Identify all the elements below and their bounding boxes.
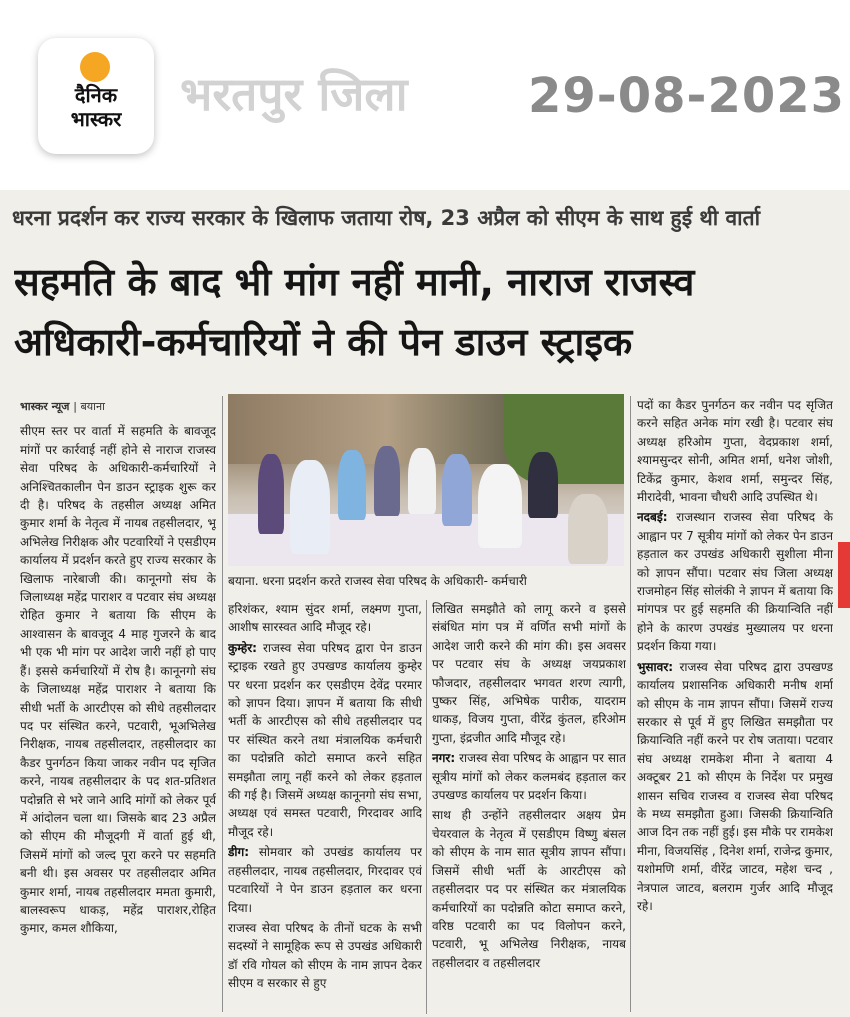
photo-person xyxy=(568,494,608,564)
article-kicker: धरना प्रदर्शन कर राज्य सरकार के खिलाफ जताया रोष, 23 अप्रैल को सीएम के साथ हुई थी वार्ता xyxy=(12,206,761,230)
byline-source: भास्कर न्यूज xyxy=(20,400,70,413)
article-column-2 xyxy=(228,600,422,1014)
article-column-3 xyxy=(432,600,626,1014)
photo-tree xyxy=(504,394,624,484)
paragraph xyxy=(228,600,422,637)
photo-person xyxy=(338,450,366,520)
photo-person xyxy=(442,454,472,526)
article-column-1 xyxy=(20,398,216,1014)
headline-line-1: सहमति के बाद भी मांग नहीं मानी, नाराज राजस्व xyxy=(14,260,695,304)
paragraph xyxy=(228,639,422,841)
paragraph-text: राजस्थान राजस्व सेवा परिषद के आह्वान पर 7 सूत्रीय मांगों को लेकर पेन डाउन हड़ताल कर उपखंड अधिकारी सुशीला मीना को ज्ञापन सौंपा। पटवार संघ जिला अध्यक्ष राजमोहन सिंह सोलंकी ने ज्ञापन में बताया कि मांगपत्र पर हुई सहमति की क्रियान्विति नहीं होने के कारण उपखंड मुख्यालय पर धरना प्रदर्शन किया गया। xyxy=(637,510,833,654)
paragraph xyxy=(637,396,833,506)
photo-person xyxy=(258,454,284,534)
dainik-bhaskar-logo xyxy=(38,38,154,154)
logo-text-line2: भास्कर xyxy=(70,107,122,131)
paragraph xyxy=(637,508,833,655)
paragraph xyxy=(432,749,626,804)
paragraph-text: राजस्व सेवा परिषद द्वारा पेन डाउन स्ट्राइक रखते हुए उपखण्ड कार्यालय कुम्हेर पर धरना प्रदर्शन कर एसडीएम देवेंद्र परमार को ज्ञापन दिया। ज्ञापन में बताया कि सीधी भर्ती के आरटीएस को सीधे तहसीलदार पद पर संस्थित करने तथा मंत्रालयिक कर्मचारी का पदोन्नति कोटो समाप्त करने सहित समझौता लागू नहीं करने को लेकर हड़ताल की गई है। जिसमें अध्यक्ष कानूनगो संघ सभा, अध्यक्ष एवं समस्त पटवारी, गिरदावर आदि मौजूद रहे। xyxy=(228,640,422,839)
paragraph-lead: भुसावर: xyxy=(637,659,674,674)
paragraph-text: साथ ही उन्होंने तहसीलदार अक्षय प्रेम चेयरवाल के नेतृत्व में एसडीएम विष्णु बंसल को सीएम के नाम सात सूत्रीय ज्ञापन सौंपा। जिसमें सीधी भर्ती के आरटीएस को तहसीलदार पद पर संस्थित कर मंत्रालयिक कर्मचारियों का पदोन्नति कोटा समाप्त करने, वरिष्ठ पटवारी का पद विलोपन करने, पटवारी, भू अभिलेख निरीक्षक, नायब तहसीलदार व तहसीलदार xyxy=(432,808,626,970)
paragraph-text: पदों का कैडर पुनर्गठन कर नवीन पद सृजित करने सहित अनेक मांग रखी है। पटवार संघ अध्यक्ष हरिओम गुप्ता, वेदप्रकाश शर्मा, श्यामसुन्दर सोनी, अमित शर्मा, धनेश जोशी, टिकेंद्र कुमार, केशव शर्मा, समुन्दर सिंह, मीरादेवी, भावना चौधरी आदि उपस्थित थे। xyxy=(637,398,833,505)
district-title: भरतपुर जिला xyxy=(180,67,408,121)
sun-icon xyxy=(80,52,110,82)
byline xyxy=(20,398,216,416)
paragraph-text: राजस्व सेवा परिषद के तीनों घटक के सभी सदस्यों ने सामूहिक रूप से उपखंड अधिकारी डॉ रवि गोयल को सीएम के नाम ज्ञापन देकर सीएम व सरकार से हुए xyxy=(228,920,422,991)
column-divider xyxy=(630,396,631,1012)
paragraph-text: राजस्व सेवा परिषद द्वारा उपखण्ड कार्यालय प्रशासनिक अधिकारी मनीष शर्मा को सीएम के नाम ज्ञापन सौंपा। जिसमें राज्य सरकार से पूर्व में हुए लिखित समझौता पर क्रियान्विति नहीं करने पर रोष जताया। पटवार संघ अध्यक्ष रामकेश मीना ने बताया 4 अक्टूबर 21 को सीएम के निर्देश पर प्रमुख शासन सचिव राजस्व व राजस्व सेवा परिषद के मध्य समझौता हुआ। जिसकी क्रियान्विति आज दिन तक नहीं हुई। इस मौके पर रामकेश मीना, विजयसिंह , दिनेश शर्मा, राजेन्द्र कुमार, यशोमणि शर्मा, वीरेंद्र जाटव, महेश चन्द , नेत्रपाल जाटव, बलराम गुर्जर आदि मौजूद रहे। xyxy=(637,659,833,913)
paragraph-lead: नदबई: xyxy=(637,510,668,525)
column-divider xyxy=(426,600,427,1014)
article-headline xyxy=(14,252,838,372)
photo-person xyxy=(478,464,522,548)
paragraph-text: हरिशंकर, श्याम सुंदर शर्मा, लक्ष्मण गुप्ता, आशीष सारस्वत आदि मौजूद रहे। xyxy=(228,602,422,635)
photo-person xyxy=(408,448,436,514)
paragraph xyxy=(637,658,833,916)
paragraph-text: लिखित समझौते को लागू करने व इससे संबंधित मांग पत्र में वर्णित सभी मांगों के आदेश जारी करने की मांग की। इस अवसर पर पटवार संघ के अध्यक्ष जयप्रकाश फौजदार, तहसीलदार भगवत शरण त्यागी, पुष्कर सिंह, अभिषेक पारीक, यादराम धाकड़, विजय गुप्ता, वीरेंद्र कुंतल, हरिओम गुप्ता, इंद्रजीत आदि मौजूद रहे। xyxy=(432,602,626,745)
paragraph-lead: कुम्हेर: xyxy=(228,640,257,655)
red-edge-mark xyxy=(838,542,850,608)
newspaper-clipping xyxy=(0,190,850,1017)
page-header xyxy=(0,0,850,190)
paragraph-text: राजस्व सेवा परिषद के आह्वान पर सात सूत्रीय मांगों को लेकर कलमबंद हड़ताल कर उपखण्ड कार्यालय पर प्रदर्शन किया। xyxy=(432,751,626,803)
column-1-text: सीएम स्तर पर वार्ता में सहमति के बावजूद मांगों पर कार्रवाई नहीं होने से नाराज राजस्व सेवा परिषद के अधिकारी-कर्मचारियों ने अनिश्चितकालीन पेन डाउन स्ट्राइक शुरू कर दी है। परिषद के तहसील अध्यक्ष अमित कुमार शर्मा के नेतृत्व में नायब तहसीलदार, भू अभिलेख निरीक्षक और पटवारियों ने एसडीएम कार्यालय में प्रदर्शन करते हुए राज्य सरकार के खिलाफ नारेबाजी की। कानूनगो संघ के जिलाध्यक्ष महेंद्र पाराशर व पटवार संघ अध्यक्ष रोहित कुमार ने बताया कि सीएम के आश्वासन के बावजूद 4 माह गुजरने के बाद भी एक भी मांग पर आदेश जारी नहीं हो पाए हैं। इससे कर्मचारियों में रोष है। कानूनगो संघ के जिलाध्यक्ष महेंद्र पाराशर ने बताया कि सीधी भर्ती के आरटीएस को सीधे तहसीलदार पद पर संस्थित करने, पटवारी, भूअभिलेख निरीक्षक, नायब तहसीलदार, तहसीलदार का कैडर पुनर्गठन किया जाकर नवीन पद सृजित करने, नायब तहसीलदार के पद शत-प्रतिशत पदोन्नति से भरे जाने आदि मांगों को लेकर पूर्व में आंदोलन चला था। जिसके बाद 23 अप्रैल को सीएम की मौजूदगी में वार्ता हुई थी, जिसमें मांगों को जल्द पूरा करने पर सहमति बनी थी। इस अवसर पर तहसीलदार अमित कुमार शर्मा, नायब तहसीलदार ममता कुमारी, बालस्वरूप धाकड़, महेंद्र पाराशर,रोहित कुमार, कमल शौकिया, xyxy=(20,424,216,936)
paragraph-lead: डीग: xyxy=(228,845,250,860)
photo-person xyxy=(374,446,400,516)
article-column-4 xyxy=(637,396,833,1014)
photo-person xyxy=(528,452,558,518)
byline-place: | बयाना xyxy=(73,400,105,413)
paragraph xyxy=(432,806,626,972)
headline-line-2: अधिकारी-कर्मचारियों ने की पेन डाउन स्ट्राइक xyxy=(14,320,633,364)
edition-date: 29-08-2023 xyxy=(528,68,846,124)
photo-mat xyxy=(228,514,624,566)
column-divider xyxy=(222,396,223,1012)
paragraph xyxy=(432,600,626,747)
paragraph-text: सोमवार को उपखंड कार्यालय पर तहसीलदार, नायब तहसीलदार, गिरदावर एवं पटवारियों ने पेन डाउन हड़ताल कर धरना दिया। xyxy=(228,845,422,915)
paragraph xyxy=(228,843,422,917)
protest-photo xyxy=(228,394,624,566)
paragraph xyxy=(228,919,422,993)
paragraph-lead: नगर: xyxy=(432,751,456,766)
photo-person xyxy=(290,460,330,554)
photo-caption: बयाना. धरना प्रदर्शन करते राजस्व सेवा परिषद के अधिकारी- कर्मचारी xyxy=(228,574,527,588)
logo-text-line1: दैनिक xyxy=(74,83,118,107)
